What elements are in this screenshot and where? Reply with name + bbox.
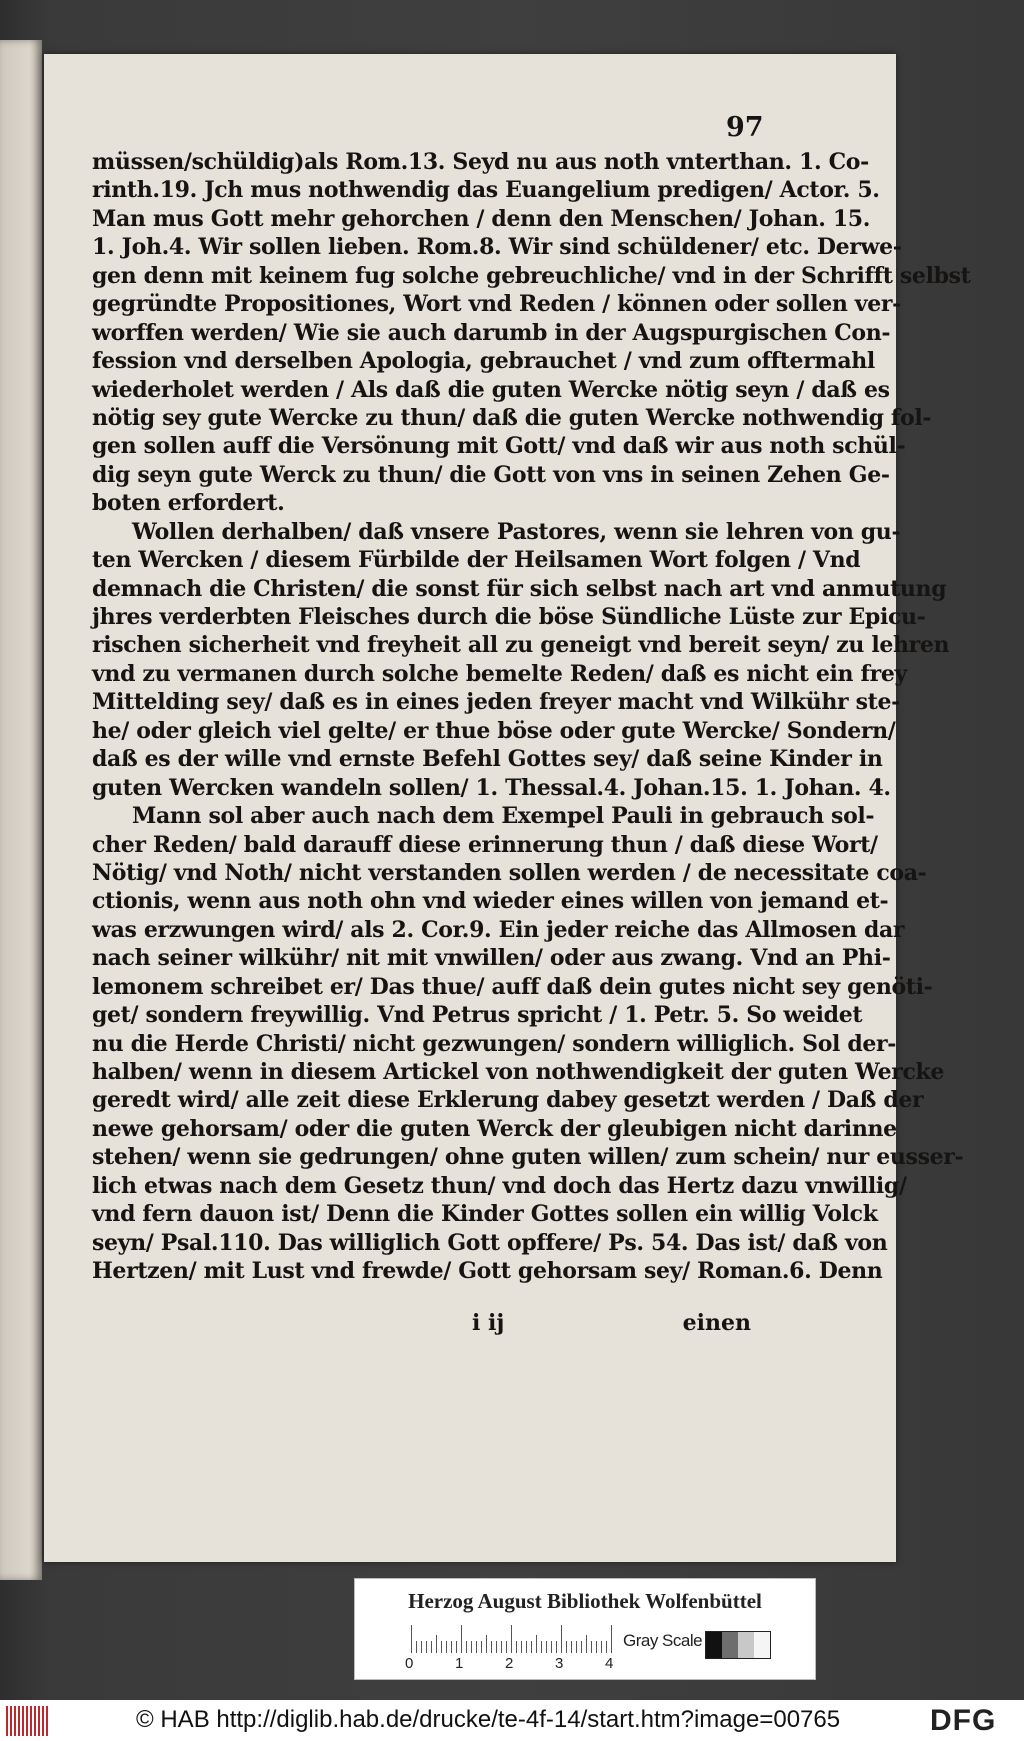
text-line: lemonem schreibet er/ Das thue/ auff daß dein gutes nicht sey genöti- [92, 973, 933, 1000]
text-line: vnd zu vermanen durch solche bemelte Reden/ daß es nicht ein frey [92, 660, 907, 687]
ruler-tick [551, 1641, 552, 1653]
ruler-scale [411, 1625, 611, 1653]
ruler-number: 2 [505, 1655, 514, 1672]
previous-page-edge [0, 40, 42, 1580]
dfg-logo: DFG [930, 1704, 997, 1737]
gray-scale-swatches [705, 1631, 771, 1659]
ruler-tick [451, 1641, 452, 1653]
text-line: get/ sondern freywillig. Vnd Petrus spricht / 1. Petr. 5. So weidet [92, 1002, 863, 1029]
gray-scale-label: Gray Scale [623, 1631, 703, 1650]
text-line: Man mus Gott mehr gehorchen / denn den Menschen/ Johan. 15. [92, 205, 871, 232]
card-title: Herzog August Bibliothek Wolfenbüttel [408, 1589, 762, 1613]
credit-url[interactable]: © HAB http://diglib.hab.de/drucke/te-4f-14/start.htm?image=00765 [136, 1706, 841, 1733]
page-text [92, 148, 971, 1286]
gray-swatch [706, 1632, 722, 1658]
text-line: ten Wercken / diesem Fürbilde der Heilsamen Wort folgen / Vnd [92, 547, 861, 574]
text-line: vnd fern dauon ist/ Denn die Kinder Gottes sollen ein willig Volck [92, 1201, 878, 1228]
text-line: ctionis, wenn aus noth ohn vnd wieder eines willen von jemand et- [92, 888, 889, 915]
ruler-tick [486, 1635, 487, 1653]
ruler-tick [521, 1641, 522, 1653]
ruler-tick [566, 1641, 567, 1653]
color-calibration-card [354, 1578, 816, 1680]
status-bar [0, 1700, 1024, 1741]
text-line: Wollen derhalben/ daß vnsere Pastores, wenn sie lehren von gu- [132, 518, 901, 545]
ruler-tick [511, 1625, 512, 1653]
text-line: rinth.19. Jch mus nothwendig das Euangelium predigen/ Actor. 5. [92, 177, 880, 204]
text-line: cher Reden/ bald darauff diese erinnerung thun / daß diese Wort/ [92, 831, 878, 858]
gray-swatch [754, 1632, 770, 1658]
ruler-tick [491, 1641, 492, 1653]
text-line: demnach die Christen/ die sonst für sich selbst nach art vnd anmutung [92, 575, 947, 602]
ruler-tick [441, 1641, 442, 1653]
text-line: newe gehorsam/ oder die guten Werck der gleubigen nicht darinne [92, 1115, 897, 1142]
text-line: fession vnd derselben Apologia, gebrauchet / vnd zum offtermahl [92, 348, 875, 375]
text-line: was erzwungen wird/ als 2. Cor.9. Ein jeder reiche das Allmosen dar [92, 916, 905, 943]
text-line: gen sollen auff die Versönung mit Gott/ vnd daß wir aus noth schül- [92, 433, 906, 460]
ruler-tick [411, 1625, 412, 1653]
ruler-tick [536, 1635, 537, 1653]
text-line: Nötig/ vnd Noth/ nicht verstanden sollen werden / de necessitate coa- [92, 859, 927, 886]
ruler-tick [481, 1641, 482, 1653]
gray-swatch [722, 1632, 738, 1658]
text-line: müssen/schüldig)als Rom.13. Seyd nu aus noth vnterthan. 1. Co- [92, 149, 869, 175]
ruler-tick [506, 1641, 507, 1653]
text-line: nach seiner wilkühr/ nit mit vnwillen/ oder aus zwang. Vnd an Phi- [92, 945, 891, 972]
ruler-tick [456, 1641, 457, 1653]
text-line: geredt wird/ alle zeit diese Erklerung dabey gesetzt werden / Daß der [92, 1087, 924, 1114]
ruler-number: 1 [455, 1655, 464, 1672]
ruler-tick [586, 1635, 587, 1653]
text-line: Mittelding sey/ daß es in eines jeden freyer macht vnd Wilkühr ste- [92, 689, 900, 716]
text-line: Mann sol aber auch nach dem Exempel Pauli in gebrauch sol- [132, 803, 875, 830]
ruler-number: 4 [605, 1655, 614, 1672]
text-line: gegründte Propositiones, Wort vnd Reden / können oder sollen ver- [92, 291, 901, 318]
ruler-tick [426, 1641, 427, 1653]
ruler-tick [531, 1641, 532, 1653]
text-line: stehen/ wenn sie gedrungen/ ohne guten willen/ zum schein/ nur eusser- [92, 1144, 964, 1171]
gray-swatch [738, 1632, 754, 1658]
ruler-tick [581, 1641, 582, 1653]
text-line: he/ oder gleich viel gelte/ er thue böse oder gute Wercke/ Sondern/ [92, 717, 896, 744]
ruler-tick [611, 1625, 612, 1653]
catchword: einen [682, 1310, 751, 1336]
text-line: gen denn mit keinem fug solche gebreuchliche/ vnd in der Schrifft selbst [92, 262, 971, 289]
ruler-tick [516, 1641, 517, 1653]
signature-mark: i ij [472, 1310, 505, 1336]
text-line: 1. Joh.4. Wir sollen lieben. Rom.8. Wir sind schüldener/ etc. Derwe- [92, 234, 902, 261]
page-number: 97 [726, 112, 764, 143]
text-line: nu die Herde Christi/ nicht gezwungen/ sondern williglich. Sol der- [92, 1030, 897, 1057]
ruler-tick [556, 1641, 557, 1653]
ruler-tick [501, 1641, 502, 1653]
ruler-tick [431, 1641, 432, 1653]
ruler-tick [461, 1625, 462, 1653]
ruler-tick [446, 1641, 447, 1653]
text-line: dig seyn gute Werck zu thun/ die Gott von vns in seinen Zehen Ge- [92, 461, 890, 488]
text-line: Hertzen/ mit Lust vnd frewde/ Gott gehorsam sey/ Roman.6. Denn [92, 1258, 883, 1285]
ruler-tick [546, 1641, 547, 1653]
barcode-icon [6, 1706, 48, 1736]
text-line: nötig sey gute Wercke zu thun/ daß die guten Wercke nothwendig fol- [92, 404, 932, 431]
ruler-tick [561, 1625, 562, 1653]
ruler-numbers [405, 1655, 625, 1675]
ruler-tick [596, 1641, 597, 1653]
text-line: boten erfordert. [92, 490, 285, 517]
ruler-tick [416, 1641, 417, 1653]
page-footer [92, 1310, 757, 1340]
ruler-tick [476, 1641, 477, 1653]
ruler-tick [571, 1641, 572, 1653]
text-line: worffen werden/ Wie sie auch darumb in der Augspurgischen Con- [92, 319, 891, 346]
ruler-tick [541, 1641, 542, 1653]
text-line: rischen sicherheit vnd freyheit all zu geneigt vnd bereit seyn/ zu lehren [92, 632, 950, 659]
text-line: lich etwas nach dem Gesetz thun/ vnd doch das Hertz dazu vnwillig/ [92, 1172, 907, 1199]
ruler-tick [601, 1641, 602, 1653]
ruler-tick [466, 1641, 467, 1653]
ruler-tick [526, 1641, 527, 1653]
text-line: halben/ wenn in diesem Artickel von nothwendigkeit der guten Wercke [92, 1059, 945, 1085]
text-line: jhres verderbten Fleisches durch die böse Sündliche Lüste zur Epicu- [92, 604, 926, 630]
text-line: wiederholet werden / Als daß die guten Wercke nötig seyn / daß es [92, 376, 890, 403]
ruler-tick [576, 1641, 577, 1653]
text-line: seyn/ Psal.110. Das williglich Gott opffere/ Ps. 54. Das ist/ daß von [92, 1229, 888, 1256]
ruler-tick [421, 1641, 422, 1653]
ruler-tick [606, 1641, 607, 1653]
ruler-tick [471, 1641, 472, 1653]
ruler-number: 0 [405, 1655, 414, 1672]
text-line: daß es der wille vnd ernste Befehl Gottes sey/ daß seine Kinder in [92, 746, 883, 773]
text-line: guten Wercken wandeln sollen/ 1. Thessal.4. Johan.15. 1. Johan. 4. [92, 774, 891, 801]
ruler-tick [591, 1641, 592, 1653]
ruler-tick [496, 1641, 497, 1653]
ruler-tick [436, 1635, 437, 1653]
ruler-number: 3 [555, 1655, 564, 1672]
